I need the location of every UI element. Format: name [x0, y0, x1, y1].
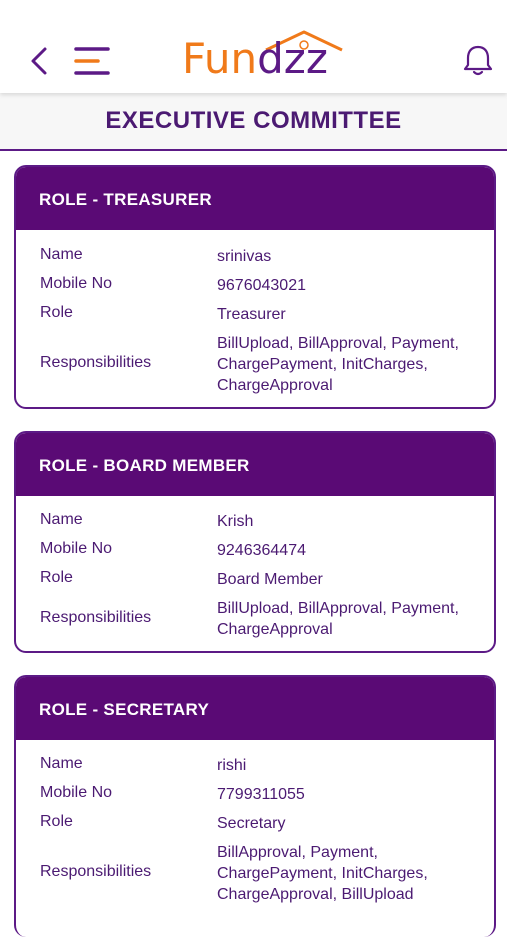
responsibilities-line: ChargeApproval, BillUpload — [217, 886, 414, 903]
responsibilities-line: ChargeApproval — [217, 621, 333, 638]
name-value: Krish — [217, 513, 254, 530]
mobile-label: Mobile No — [40, 275, 113, 292]
responsibilities-line: ChargePayment, InitCharges, — [217, 865, 428, 882]
card-header: ROLE - SECRETARY — [16, 677, 494, 740]
mobile-value: 7799311055 — [217, 786, 305, 803]
role-label: Role — [40, 813, 73, 830]
responsibilities-value — [217, 842, 487, 905]
name-label: Name — [40, 755, 83, 772]
mobile-value: 9246364474 — [217, 542, 306, 559]
committee-card-treasurer — [14, 165, 496, 409]
role-label: Role — [40, 304, 73, 321]
responsibilities-line: BillUpload, BillApproval, Payment, — [217, 335, 459, 352]
name-label: Name — [40, 511, 83, 528]
responsibilities-line: BillUpload, BillApproval, Payment, — [217, 600, 459, 617]
menu-icon[interactable] — [72, 44, 112, 78]
card-header: ROLE - TREASURER — [16, 167, 494, 230]
responsibilities-value — [217, 598, 487, 640]
page-title: EXECUTIVE COMMITTEE — [105, 107, 402, 134]
role-value: Treasurer — [217, 306, 286, 323]
mobile-value: 9676043021 — [217, 277, 306, 294]
name-label: Name — [40, 246, 83, 263]
title-bar — [0, 93, 507, 151]
bell-icon[interactable] — [460, 42, 496, 78]
committee-card-secretary — [14, 675, 496, 937]
responsibilities-label: Responsibilities — [40, 609, 152, 626]
logo-part-1: Fun — [182, 34, 258, 83]
mobile-label: Mobile No — [40, 540, 113, 557]
responsibilities-label: Responsibilities — [40, 354, 152, 371]
responsibilities-label: Responsibilities — [40, 863, 152, 880]
role-value: Board Member — [217, 571, 323, 588]
back-icon[interactable] — [28, 44, 50, 78]
name-value: srinivas — [217, 248, 272, 265]
mobile-label: Mobile No — [40, 784, 113, 801]
fundzz-logo — [182, 28, 348, 84]
logo-wordmark — [182, 34, 328, 84]
committee-card-board-member — [14, 431, 496, 653]
card-header: ROLE - BOARD MEMBER — [16, 433, 494, 496]
logo-part-2: dzz — [257, 34, 328, 83]
name-value: rishi — [217, 757, 247, 774]
responsibilities-line: BillApproval, Payment, — [217, 844, 378, 861]
app-header — [0, 0, 507, 93]
responsibilities-value — [217, 333, 487, 396]
role-label: Role — [40, 569, 73, 586]
responsibilities-line: ChargePayment, InitCharges, — [217, 356, 428, 373]
role-value: Secretary — [217, 815, 286, 832]
responsibilities-line: ChargeApproval — [217, 377, 333, 394]
